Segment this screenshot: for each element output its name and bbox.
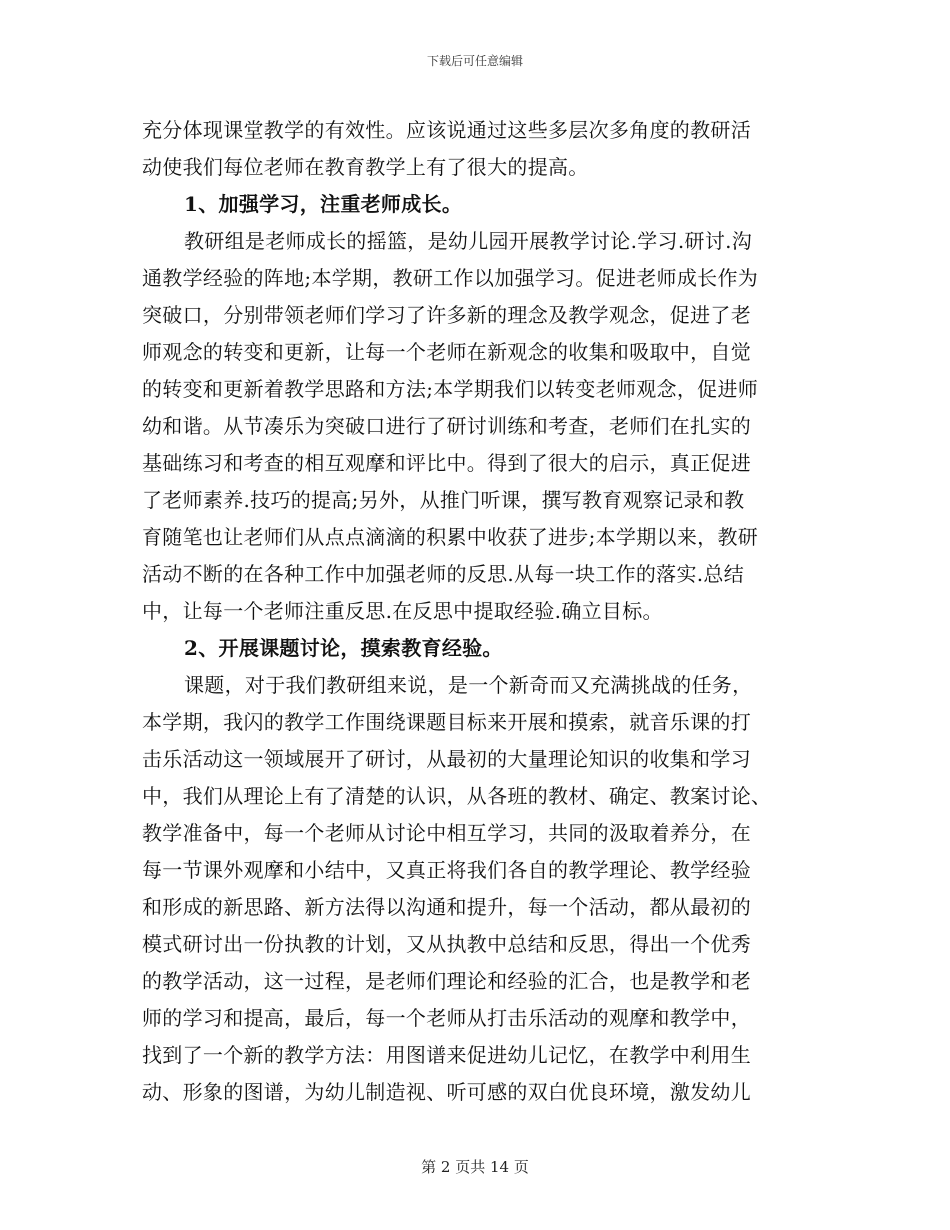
text-line: 中，我们从理论上有了清楚的认识，从各班的教材、确定、教案讨论、 xyxy=(142,784,772,808)
text-line: 师观念的转变和更新，让每一个老师在新观念的收集和吸取中，自觉 xyxy=(142,340,751,364)
text-line: 模式研讨出一份执教的计划，又从执教中总结和反思，得出一个优秀 xyxy=(142,932,751,956)
document-body xyxy=(142,112,814,1111)
text-line: 找到了一个新的教学方法：用图谱来促进幼儿记忆，在教学中利用生 xyxy=(142,1043,751,1067)
text-line: 教学准备中，每一个老师从讨论中相互学习，共同的汲取着养分，在 xyxy=(142,821,751,845)
text-line: 了老师素养.技巧的提高;另外，从推门听课，撰写教育观察记录和教 xyxy=(142,488,745,512)
section-heading: 1、加强学习，注重老师成长。 xyxy=(184,192,463,216)
text-line: 动使我们每位老师在教育教学上有了很大的提高。 xyxy=(142,155,589,179)
text-line: 活动不断的在各种工作中加强老师的反思.从每一块工作的落实.总结 xyxy=(142,562,745,586)
text-line: 动、形象的图谱，为幼儿制造视、听可感的双白优良环境，激发幼儿 xyxy=(142,1080,751,1104)
text-line: 和形成的新思路、新方法得以沟通和提升，每一个活动，都从最初的 xyxy=(142,895,751,919)
text-line: 每一节课外观摩和小结中，又真正将我们各自的教学理论、教学经验 xyxy=(142,858,751,882)
section-heading: 2、开展课题讨论，摸索教育经验。 xyxy=(184,636,503,660)
text-line: 基础练习和考查的相互观摩和评比中。得到了很大的启示，真正促进 xyxy=(142,451,751,475)
text-line: 育随笔也让老师们从点点滴滴的积累中收获了进步;本学期以来，教研 xyxy=(142,525,759,549)
text-line: 击乐活动这一领域展开了研讨，从最初的大量理论知识的收集和学习 xyxy=(142,747,751,771)
text-line: 的转变和更新着教学思路和方法;本学期我们以转变老师观念，促进师 xyxy=(142,377,759,401)
text-line: 教研组是老师成长的摇篮，是幼儿园开展教学讨论.学习.研讨.沟 xyxy=(184,229,753,253)
text-line: 本学期，我闪的教学工作围绕课题目标来开展和摸索，就音乐课的打 xyxy=(142,710,751,734)
text-line: 幼和谐。从节凑乐为突破口进行了研讨训练和考查，老师们在扎实的 xyxy=(142,414,751,438)
text-line: 通教学经验的阵地;本学期，教研工作以加强学习。促进老师成长作为 xyxy=(142,266,759,290)
text-line: 突破口，分别带领老师们学习了许多新的理念及教学观念，促进了老 xyxy=(142,303,751,327)
text-line: 中，让每一个老师注重反思.在反思中提取经验.确立目标。 xyxy=(142,599,663,623)
text-line: 的教学活动，这一过程，是老师们理论和经验的汇合，也是教学和老 xyxy=(142,969,751,993)
text-line: 课题，对于我们教研组来说，是一个新奇而又充满挑战的任务， xyxy=(184,673,753,697)
text-line: 师的学习和提高，最后，每一个老师从打击乐活动的观摩和教学中， xyxy=(142,1006,751,1030)
page-footer: 第 2 页共 14 页 xyxy=(421,1158,529,1176)
text-line: 充分体现课堂教学的有效性。应该说通过这些多层次多角度的教研活 xyxy=(142,118,751,142)
page-header: 下载后可任意编辑 xyxy=(426,54,523,68)
